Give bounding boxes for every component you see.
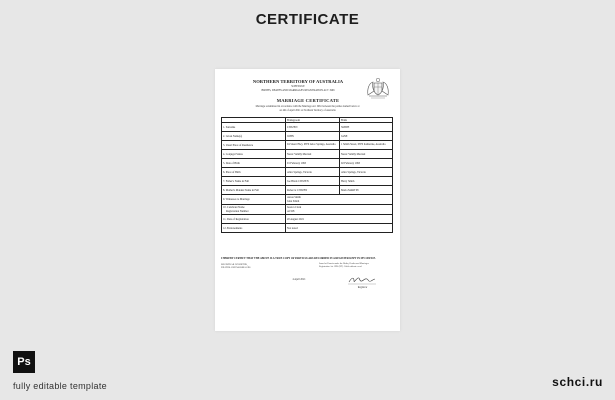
certificate-intro-line-2: on 4th of April 2021 at Northern Territory of Australia <box>279 109 336 112</box>
row-label: 5. Date of Birth <box>222 159 286 168</box>
bridegroom-value: JOHN <box>286 132 340 141</box>
witness-name: Aaron Smith <box>287 196 301 200</box>
bride-value: Alice Springs, Victoria <box>340 168 393 177</box>
row-label: 9. Witnesses to Marriage <box>222 195 286 205</box>
row-label: 4. Conjugal Status <box>222 150 286 159</box>
table-row <box>222 186 393 195</box>
coat-of-arms-icon <box>365 77 391 99</box>
bride-value: Never Validly Married <box>340 150 393 159</box>
row-label-celebrant <box>222 205 286 215</box>
bridegroom-value: 01 February 1995 <box>286 159 340 168</box>
row-label: 7. Father's Name in Full <box>222 177 286 186</box>
row-label: 12. Endorsements <box>222 224 286 233</box>
bridegroom-value: Never Validly Married <box>286 150 340 159</box>
certificate-document <box>215 69 400 331</box>
registration-number: A1328 <box>287 209 295 213</box>
celebrant-value <box>286 205 393 215</box>
table-row <box>222 141 393 150</box>
certificate-header-act: BIRTHS, DEATHS AND MARRIAGES REGISTRATION ACT 1996 <box>261 88 335 92</box>
row-label: 3. Usual Place of Residence <box>222 141 286 150</box>
column-header-bridegroom: Bridegroom <box>286 118 340 123</box>
bride-value: Harry Smith <box>340 177 393 186</box>
registrar-title-line-1: REGISTRAR OF BIRTHS, <box>221 263 248 266</box>
table-row-celebrant <box>222 205 393 215</box>
signature-label: Registrar <box>357 286 368 289</box>
certification-statement: I HEREBY CERTIFY THAT THE ABOVE IS A TRUE COPY OF PARTICULARS RECORDED IN A REGISTER KEPT IN MY OFFICE. <box>221 257 376 260</box>
page-heading: CERTIFICATE <box>255 11 360 28</box>
signature-icon <box>347 275 377 285</box>
bride-value: 02 February 1995 <box>340 159 393 168</box>
witness-name: John Smith <box>287 199 300 203</box>
bridegroom-value: CITIZEN <box>286 123 340 132</box>
table-row-endorsements <box>222 224 393 233</box>
table-row <box>222 123 393 132</box>
certificate-header-subtitle: SCHEDULE <box>291 85 305 88</box>
photoshop-icon: Ps <box>13 351 35 373</box>
table-row <box>222 159 393 168</box>
table-row-witnesses <box>222 195 393 205</box>
row-label: 11. Date of Registration <box>222 215 286 224</box>
row-label: 8. Mother's Maiden Name in Full <box>222 186 286 195</box>
bride-value: Maria MARTIN <box>340 186 393 195</box>
table-row <box>222 150 393 159</box>
table-row <box>222 168 393 177</box>
row-label: 2. Given Name(s) <box>222 132 286 141</box>
bridegroom-value: 94 Stuart Hwy, 0870 Alice Springs, Australia <box>286 141 340 150</box>
issue-note-line-2: Registration Act 1996 (NT). Valid without a seal. <box>319 266 363 268</box>
registrar-title-line-2: DEATHS AND MARRIAGES <box>221 266 251 269</box>
registration-date: 20 August 2021 <box>286 215 393 224</box>
certificate-title: MARRIAGE CERTIFICATE <box>276 98 340 103</box>
bride-value: SMITH <box>340 123 393 132</box>
column-header-bride: Bride <box>340 118 393 123</box>
issue-note-line-1: Issued at Darwin under the Births, Deaths and Marriages <box>319 263 369 265</box>
bridegroom-value: Joe Black CITIZEN <box>286 177 340 186</box>
site-watermark: schci.ru <box>552 375 603 389</box>
row-label: 1. Surname <box>222 123 286 132</box>
celebrant-label: 10. Celebrant Name <box>223 206 245 210</box>
witnesses-value <box>286 195 393 205</box>
endorsements-value: Not noted <box>286 224 393 233</box>
certificate-header-title: NORTHERN TERRITORY OF AUSTRALIA <box>252 79 344 84</box>
table-row <box>222 177 393 186</box>
bridegroom-value: Alice Springs, Victoria <box>286 168 340 177</box>
certificate-sheet <box>215 69 400 331</box>
row-label: 6. Place of Birth <box>222 168 286 177</box>
bride-value: 1 Smith Street, 0870 Katherine, Australia <box>340 141 393 150</box>
table-row-registration <box>222 215 393 224</box>
registration-table <box>221 117 393 233</box>
certificate-intro-line-1: Marriage solemnised in accordance with the Marriage Act 1961 between the parties named below at <box>255 105 360 108</box>
registration-number-label: Registration Number <box>226 209 249 213</box>
bridegroom-value: Rebecca CITIZEN <box>286 186 340 195</box>
bride-value: JANE <box>340 132 393 141</box>
celebrant-name: Jessica Clark <box>287 206 302 210</box>
template-caption: fully editable template <box>13 381 107 391</box>
table-row <box>222 132 393 141</box>
issue-date: 4 April 2021 <box>292 278 306 281</box>
